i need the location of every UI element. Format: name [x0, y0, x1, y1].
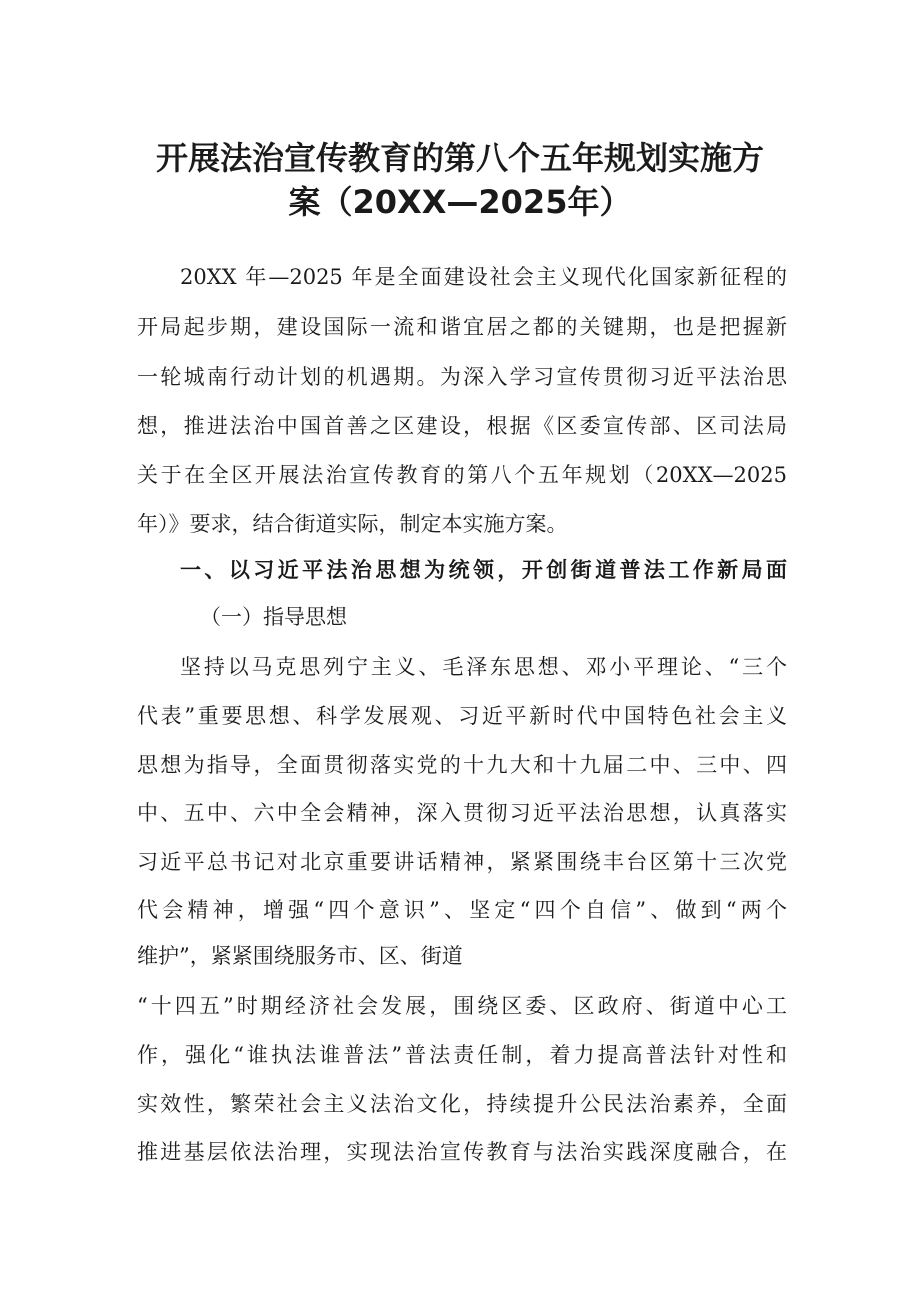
document-title-line-1: 开展法治宣传教育的第八个五年规划实施方: [155, 139, 764, 177]
section-1-heading: 一、以习近平法治思想为统领，开创街道普法工作新局面: [180, 558, 787, 582]
paragraph-2-line-5: 习近平总书记对北京重要讲话精神，紧紧围绕丰台区第十三次党: [137, 850, 787, 874]
paragraph-2-line-7: 维护”，紧紧围绕服务市、区、街道: [137, 944, 463, 968]
paragraph-1-line-2: 开局起步期，建设国际一流和谐宜居之都的关键期，也是把握新: [137, 315, 787, 339]
paragraph-2-line-1: 坚持以马克思列宁主义、毛泽东思想、邓小平理论、“三个: [180, 655, 787, 679]
paragraph-3-line-2: 作，强化“谁执法谁普法”普法责任制，着力提高普法针对性和: [137, 1043, 787, 1067]
paragraph-2-line-2: 代表”重要思想、科学发展观、习近平新时代中国特色社会主义: [137, 704, 787, 728]
paragraph-1-line-3: 一轮城南行动计划的机遇期。为深入学习宣传贯彻习近平法治思: [137, 365, 787, 389]
paragraph-3-line-1: “十四五”时期经济社会发展，围绕区委、区政府、街道中心工: [137, 994, 787, 1018]
paragraph-3-line-4: 推进基层依法治理，实现法治宣传教育与法治实践深度融合，在: [137, 1140, 787, 1164]
paragraph-1-line-4: 想，推进法治中国首善之区建设，根据《区委宣传部、区司法局: [137, 414, 787, 438]
paragraph-1-line-5: 关于在全区开展法治宣传教育的第八个五年规划（20XX—2025: [137, 463, 787, 487]
paragraph-2-line-3: 思想为指导，全面贯彻落实党的十九大和十九届二中、三中、四: [137, 753, 787, 777]
paragraph-2-line-6: 代会精神，增强“四个意识”、坚定“四个自信”、做到“两个: [137, 898, 787, 922]
paragraph-2-line-4: 中、五中、六中全会精神，深入贯彻习近平法治思想，认真落实: [137, 801, 787, 825]
subsection-1-heading: （一）指导思想: [200, 605, 347, 629]
paragraph-3-line-3: 实效性，繁荣社会主义法治文化，持续提升公民法治素养，全面: [137, 1092, 787, 1116]
document-title-line-2: 案（20XX—2025年）: [288, 183, 632, 221]
paragraph-1-line-6: 年）》要求，结合街道实际，制定本实施方案。: [137, 512, 568, 536]
paragraph-1-line-1: 20XX 年—2025 年是全面建设社会主义现代化国家新征程的: [180, 265, 787, 289]
